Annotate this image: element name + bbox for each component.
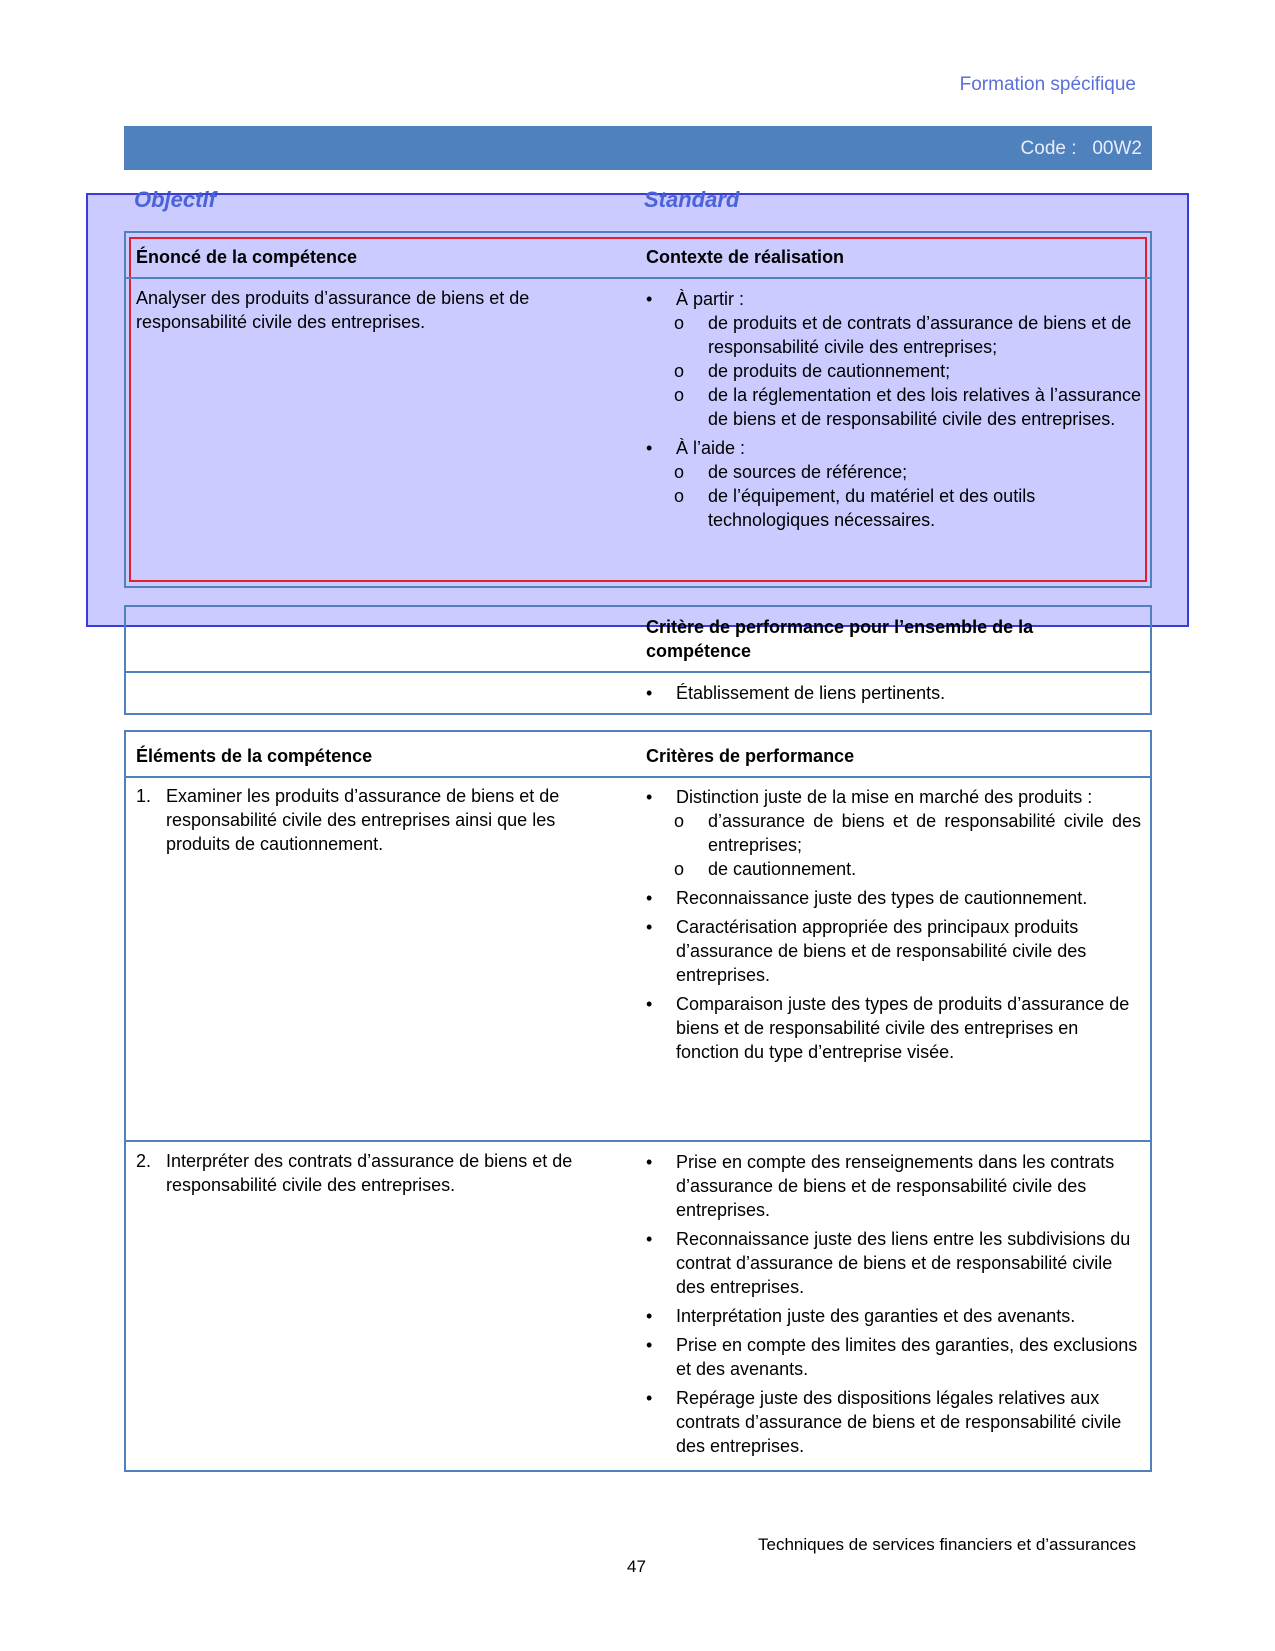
criteria-heading: Critères de performance: [646, 746, 855, 766]
overall-criteria-heading: Critère de performance pour l’ensemble de la compétence: [646, 617, 1034, 661]
header-title: Formation spécifique: [959, 74, 1136, 95]
competence-box: [124, 231, 1152, 588]
criterion: • Interprétation juste des garanties et des avenants.: [646, 1304, 1141, 1328]
criterion-subitem: o d’assurance de biens et de responsabilité civile des entreprises;: [646, 809, 1141, 857]
criterion: • Prise en compte des limites des garanties, des exclusions et des avenants.: [646, 1333, 1141, 1381]
overall-criterion: • Établissement de liens pertinents.: [646, 681, 1141, 705]
code-label: Code : 00W2: [1020, 138, 1142, 159]
standard-label: Standard: [644, 187, 740, 212]
elements-heading: Éléments de la compétence: [136, 746, 373, 766]
criterion: • Repérage juste des dispositions légales relatives aux contrats d’assurance de biens et de responsabilité civile des entreprises.: [646, 1386, 1141, 1458]
statement-heading: Énoncé de la compétence: [136, 247, 358, 267]
divider: [126, 1140, 1150, 1142]
overall-criteria-box: [124, 605, 1152, 715]
header-band: [124, 126, 1152, 170]
criterion: • Distinction juste de la mise en marché des produits : o d’assurance de biens et de responsabilité civile des entreprises; o de cautionnement.: [646, 785, 1141, 881]
objective-label: Objectif: [134, 187, 216, 212]
context-item: • À partir : o de produits et de contrats d’assurance de biens et de responsabilité civile des entreprises; o de produits de cautionnement; o de la réglementation et des lois relatives à l’assurance de biens et de responsabilité civile des entreprises.: [646, 287, 1141, 431]
footer-program: Techniques de services financiers et d’assurances: [758, 1535, 1136, 1554]
competence-statement: Analyser des produits d’assurance de biens et de responsabilité civile des entreprises.: [136, 288, 530, 332]
divider: [126, 277, 1150, 279]
divider: [126, 776, 1150, 778]
criteria-list-2: [646, 1150, 1141, 1463]
overall-criteria-list: [646, 681, 1141, 710]
criterion: • Comparaison juste des types de produits d’assurance de biens et de responsabilité civile des entreprises en fonction du type d’entreprise visée.: [646, 992, 1141, 1064]
element-1: [136, 784, 606, 856]
criterion: • Prise en compte des renseignements dans les contrats d’assurance de biens et de responsabilité civile des entreprises.: [646, 1150, 1141, 1222]
elements-table: [124, 730, 1152, 1472]
criterion: • Caractérisation appropriée des principaux produits d’assurance de biens et de responsabilité civile des entreprises.: [646, 915, 1141, 987]
criterion: • Reconnaissance juste des types de cautionnement.: [646, 886, 1141, 910]
context-heading: Contexte de réalisation: [646, 247, 845, 267]
context-item: • À l’aide : o de sources de référence; o de l’équipement, du matériel et des outils technologiques nécessaires.: [646, 436, 1141, 532]
table-row: 1. Examiner les produits d’assurance de biens et de responsabilité civile des entreprises ainsi que les produits de cautionnement.: [136, 786, 560, 854]
page-number: 47: [627, 1557, 646, 1576]
criterion: • Reconnaissance juste des liens entre les subdivisions du contrat d’assurance de biens et de responsabilité civile des entreprises.: [646, 1227, 1141, 1299]
context-subitem: o de sources de référence;: [646, 460, 1141, 484]
code-value: 00W2: [1092, 138, 1142, 159]
divider: [126, 671, 1150, 673]
criterion-subitem: o de cautionnement.: [646, 857, 1141, 881]
element-2: [136, 1149, 606, 1197]
context-subitem: o de produits et de contrats d’assurance de biens et de responsabilité civile des entreprises;: [646, 311, 1141, 359]
table-row: 2. Interpréter des contrats d’assurance de biens et de responsabilité civile des entreprises.: [136, 1151, 573, 1195]
context-list: [646, 287, 1141, 537]
context-subitem: o de l’équipement, du matériel et des outils technologiques nécessaires.: [646, 484, 1141, 532]
criteria-list-1: [646, 785, 1141, 1069]
context-subitem: o de produits de cautionnement;: [646, 359, 1141, 383]
context-subitem: o de la réglementation et des lois relatives à l’assurance de biens et de responsabilité civile des entreprises.: [646, 383, 1141, 431]
